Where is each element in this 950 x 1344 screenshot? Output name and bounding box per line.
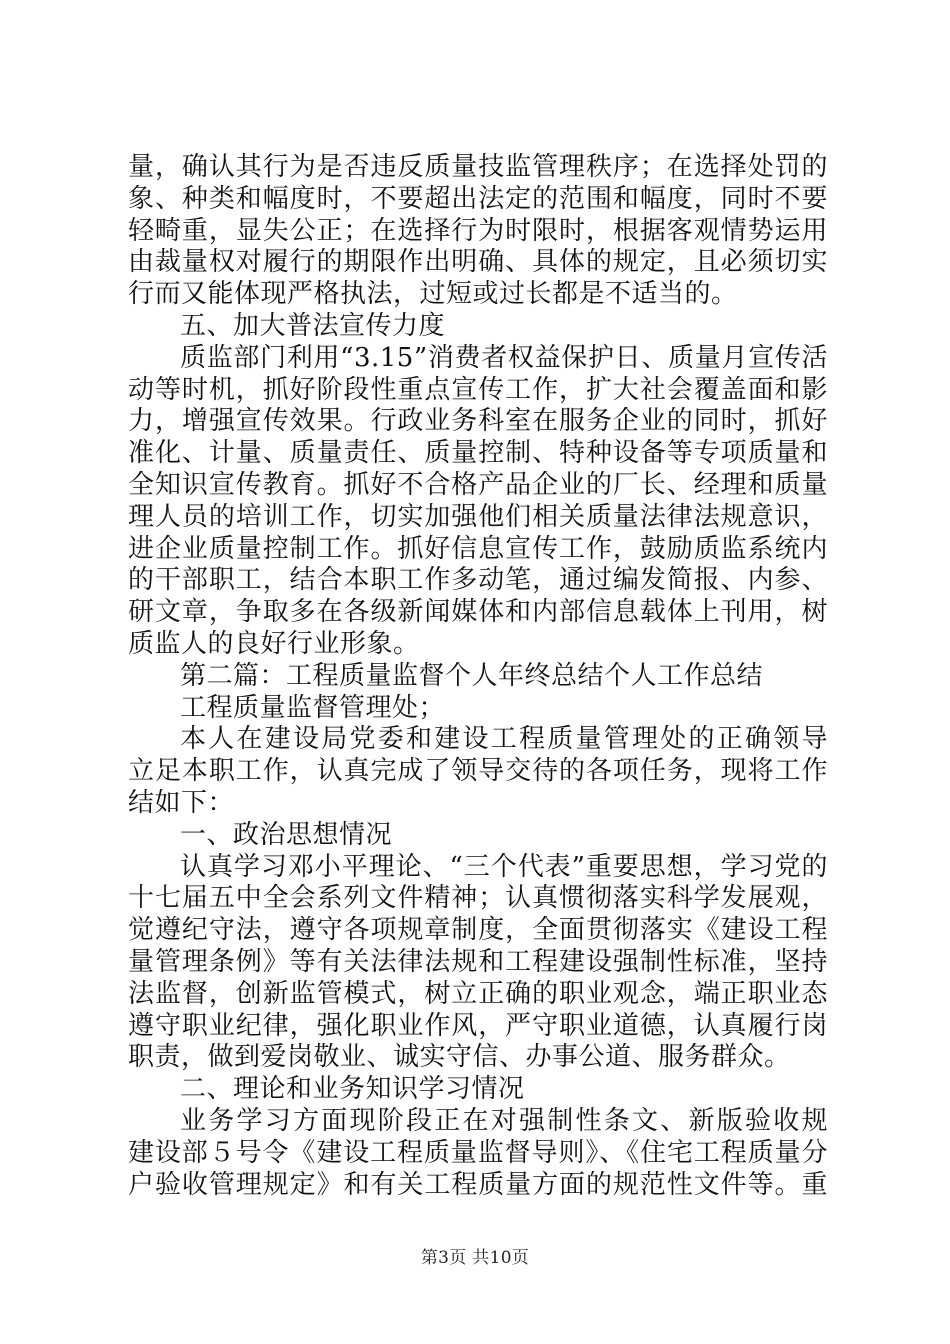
text-line: 行而又能体现严格执法，过短或过长都是不适当的。 (128, 279, 738, 310)
text-line: 五、加大普法宣传力度 (180, 310, 446, 341)
text-line: 建设部５号令《建设工程质量监督导则》、《住宅工程质量分 (128, 1137, 828, 1168)
page-footer: 第3页 共10页 (420, 1248, 530, 1268)
text-line: 认真学习邓小平理论、“三个代表”重要思想，学习党的 (180, 851, 828, 882)
text-line: 量管理条例》等有关法律法规和工程建设强制性标准，坚持 (128, 946, 828, 977)
text-line: 质监人的良好行业形象。 (128, 628, 420, 659)
text-line: 力，增强宣传效果。行政业务科室在服务企业的同时，抓好 (128, 406, 828, 437)
text-line: 动等时机，抓好阶段性重点宣传工作，扩大社会覆盖面和影 (128, 374, 828, 405)
text-line: 十七届五中全会系列文件精神；认真惯彻落实科学发展观， (128, 883, 828, 914)
text-line: 象、种类和幅度时，不要超出法定的范围和幅度，同时不要 (128, 183, 828, 214)
text-line: 工程质量监督管理处； (180, 692, 446, 723)
text-line: 业务学习方面现阶段正在对强制性条文、新版验收规 (180, 1105, 828, 1136)
text-line: 第二篇：工程质量监督个人年终总结个人工作总结 (180, 660, 764, 691)
document-body (128, 152, 828, 1201)
text-line: 轻畸重，显失公正；在选择行为时限时，根据客观情势运用 (128, 215, 828, 246)
text-line: 职责，做到爱岗敬业、诚实守信、办事公道、服务群众。 (128, 1042, 791, 1073)
text-line: 遵守职业纪律，强化职业作风，严守职业道德，认真履行岗 (128, 1010, 828, 1041)
text-line: 户验收管理规定》和有关工程质量方面的规范性文件等。重 (128, 1169, 828, 1200)
text-line: 理人员的培训工作，切实加强他们相关质量法律法规意识， (128, 501, 828, 532)
text-line: 本人在建设局党委和建设工程质量管理处的正确领导 (180, 724, 828, 755)
text-line: 一、政治思想情况 (180, 819, 393, 850)
text-line: 进企业质量控制工作。抓好信息宣传工作，鼓励质监系统内 (128, 533, 828, 564)
text-line: 质监部门利用“3.15”消费者权益保护日、质量月宣传活 (180, 342, 828, 373)
text-line: 法监督，创新监管模式，树立正确的职业观念，端正职业态 (128, 978, 828, 1009)
text-line: 的干部职工，结合本职工作多动笔，通过编发简报、内参、 (128, 565, 828, 596)
text-line: 觉遵纪守法，遵守各项规章制度，全面贯彻落实《建设工程 (128, 915, 828, 946)
text-line: 全知识宣传教育。抓好不合格产品企业的厂长、经理和质量 (128, 469, 828, 500)
text-line: 研文章，争取多在各级新闻媒体和内部信息载体上刊用，树 (128, 597, 828, 628)
text-line: 由裁量权对履行的期限作出明确、具体的规定，且必须切实 (128, 247, 828, 278)
text-line: 准化、计量、质量责任、质量控制、特种设备等专项质量和 (128, 438, 828, 469)
text-line: 二、理论和业务知识学习情况 (180, 1074, 525, 1105)
text-line: 立足本职工作，认真完成了领导交待的各项任务，现将工作 (128, 756, 828, 787)
text-line: 量，确认其行为是否违反质量技监管理秩序；在选择处罚的 (128, 152, 828, 182)
text-line: 结如下： (128, 787, 235, 818)
